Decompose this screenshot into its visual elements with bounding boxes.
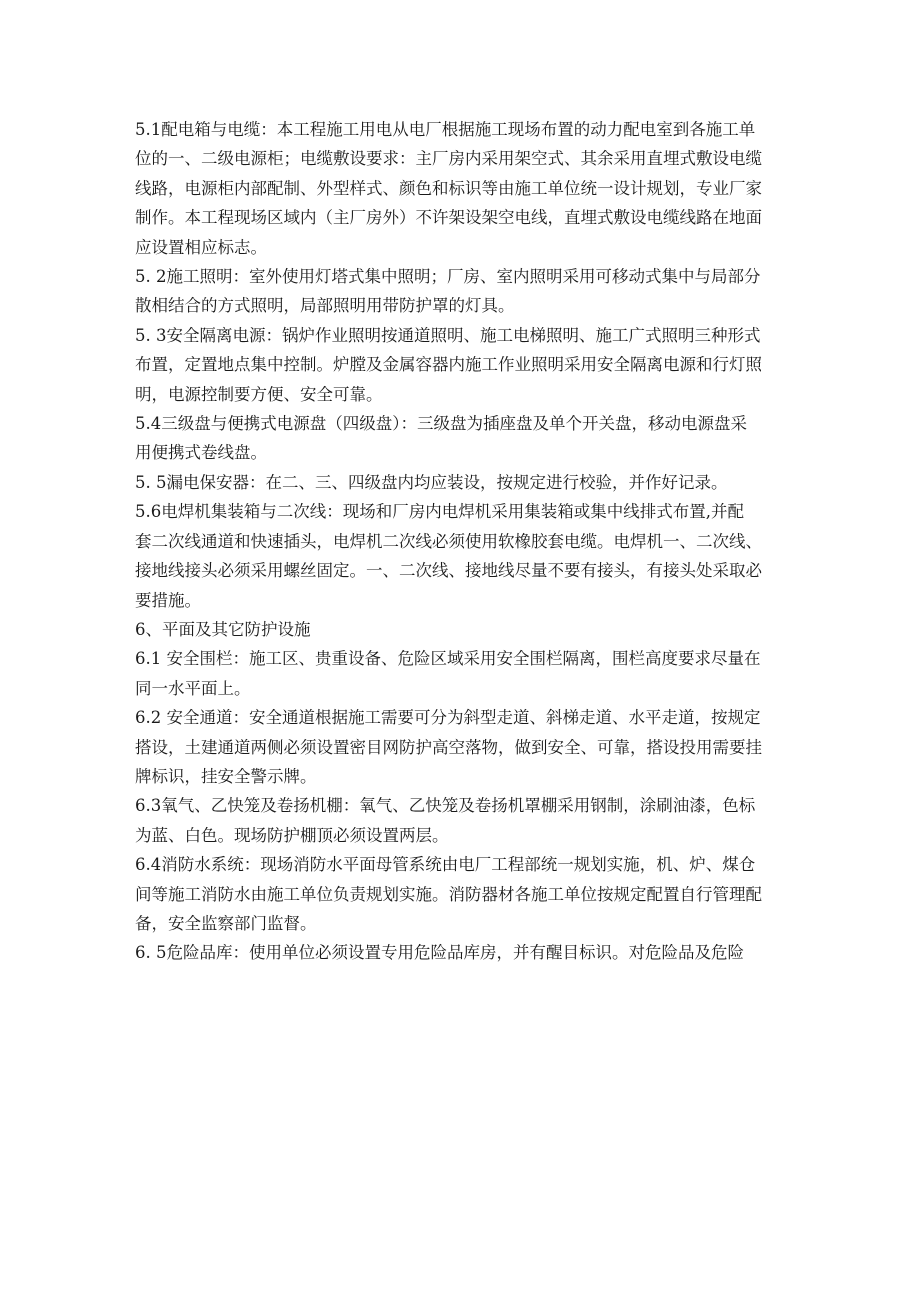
text-line: 5.1配电箱与电缆：本工程施工用电从电厂根据施工现场布置的动力配电室到各施工单 bbox=[135, 120, 756, 139]
text-line: 为蓝、白色。现场防护棚顶必须设置两层。 bbox=[135, 825, 449, 845]
paragraph-6-5 bbox=[135, 938, 795, 967]
text-line: 5. 5漏电保安器：在二、三、四级盘内均应装设，按规定进行校验，并作好记录。 bbox=[135, 472, 728, 492]
paragraph-6-4 bbox=[135, 850, 795, 938]
text-line: 散相结合的方式照明，局部照明用带防护罩的灯具。 bbox=[135, 296, 515, 316]
text-line: 应设置相应标志。 bbox=[135, 237, 267, 257]
text-line: 接地线接头必须采用螺丝固定。一、二次线、接地线尽量不要有接头，有接头处采取必 bbox=[135, 561, 762, 581]
paragraph-6-1 bbox=[135, 644, 795, 703]
paragraph-5-4 bbox=[135, 409, 795, 468]
text-line: 5.6电焊机集装箱与二次线：现场和厂房内电焊机采用集装箱或集中线排式布置,并配 bbox=[135, 502, 744, 522]
paragraph-5-3 bbox=[135, 321, 795, 409]
text-line: 备，安全监察部门监督。 bbox=[135, 913, 317, 933]
text-line: 同一水平面上。 bbox=[135, 678, 251, 698]
paragraph-5-2 bbox=[135, 262, 795, 321]
text-line: 6.2 安全通道：安全通道根据施工需要可分为斜型走道、斜梯走道、水平走道，按规定 bbox=[135, 708, 761, 728]
text-line: 5. 2施工照明：室外使用灯塔式集中照明；厂房、室内照明采用可移动式集中与局部分 bbox=[135, 267, 761, 287]
text-line: 制作。本工程现场区域内（主厂房外）不许架设架空电线，直埋式敷设电缆线路在地面 bbox=[135, 208, 762, 228]
paragraph-5-5 bbox=[135, 468, 795, 497]
text-line: 间等施工消防水由施工单位负责规划实施。消防器材各施工单位按规定配置自行管理配 bbox=[135, 884, 762, 904]
text-line: 位的一、二级电源柜；电缆敷设要求：主厂房内采用架空式、其余采用直埋式敷设电缆 bbox=[135, 149, 762, 169]
text-line: 5.4三级盘与便携式电源盘（四级盘）：三级盘为插座盘及单个开关盘，移动电源盘采 bbox=[135, 414, 747, 434]
section-heading-6 bbox=[135, 615, 795, 644]
document-body bbox=[135, 115, 795, 968]
text-line: 6.1 安全围栏：施工区、贵重设备、危险区域采用安全围栏隔离，围栏高度要求尽量在 bbox=[135, 649, 761, 669]
paragraph-6-2 bbox=[135, 703, 795, 791]
text-line: 牌标识，挂安全警示牌。 bbox=[135, 766, 317, 786]
text-line: 6. 5危险品库：使用单位必须设置专用危险品库房，并有醒目标识。对危险品及危险 bbox=[135, 943, 744, 963]
paragraph-5-1 bbox=[135, 115, 795, 262]
text-line: 要措施。 bbox=[135, 590, 201, 610]
text-line: 6.4消防水系统：现场消防水平面母管系统由电厂工程部统一规划实施，机、炉、煤仓 bbox=[135, 855, 756, 875]
text-line: 6.3氧气、乙快笼及卷扬机棚：氧气、乙快笼及卷扬机罩棚采用钢制，涂刷油漆，色标 bbox=[135, 796, 756, 816]
text-line: 用便携式卷线盘。 bbox=[135, 443, 267, 463]
paragraph-5-6 bbox=[135, 497, 795, 615]
text-line: 线路，电源柜内部配制、外型样式、颜色和标识等由施工单位统一设计规划，专业厂家 bbox=[135, 178, 762, 198]
text-line: 布置，定置地点集中控制。炉膛及金属容器内施工作业照明采用安全隔离电源和行灯照 bbox=[135, 355, 762, 375]
text-line: 搭设，土建通道两侧必须设置密目网防护高空落物，做到安全、可靠，搭设投用需要挂 bbox=[135, 737, 762, 757]
paragraph-6-3 bbox=[135, 791, 795, 850]
text-line: 6、平面及其它防护设施 bbox=[135, 619, 311, 639]
text-line: 套二次线通道和快速插头，电焊机二次线必须使用软橡胶套电缆。电焊机一、二次线、 bbox=[135, 531, 762, 551]
text-line: 5. 3安全隔离电源：锅炉作业照明按通道照明、施工电梯照明、施工广式照明三种形式 bbox=[135, 325, 761, 345]
text-line: 明，电源控制要方便、安全可靠。 bbox=[135, 384, 383, 404]
